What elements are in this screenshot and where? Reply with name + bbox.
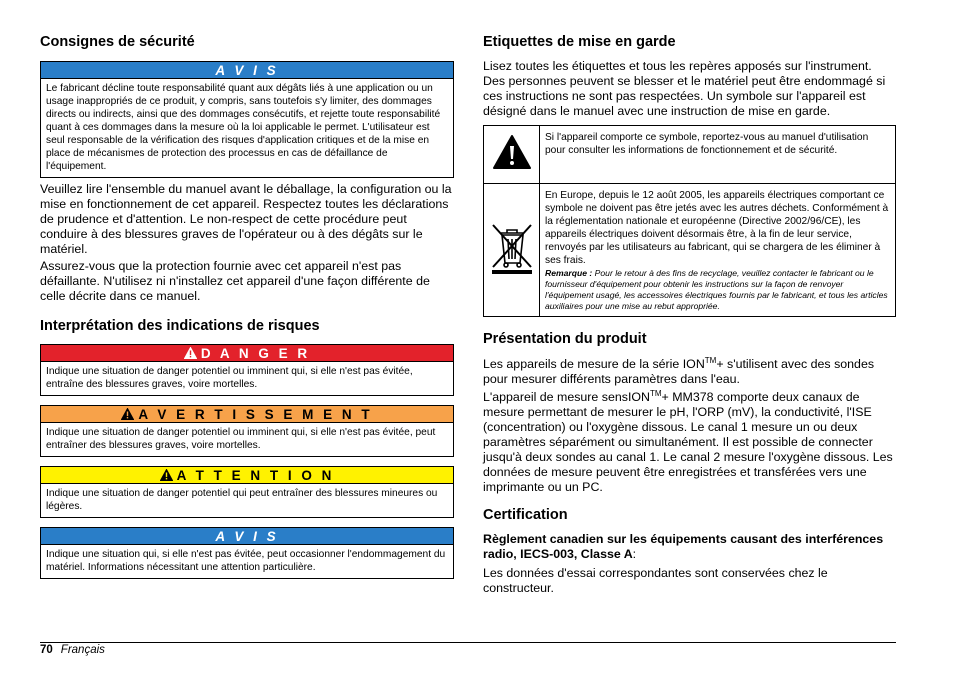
attention-text: Indique une situation de danger potentiel qui peut entraîner des blessures mineures ou légères.: [46, 488, 438, 512]
safety-paragraph-1: Veuillez lire l'ensemble du manuel avant le déballage, la configuration ou la mise en fonctionnement de cet appareil. Respectez toutes les déclarations de prudence et d'attention. Le non-respect de cette procédure peut conduire à des blessures graves de l'opérateur ou à des dégâts sur le matériel.: [40, 182, 452, 256]
danger-label: D A N G E R: [200, 346, 311, 361]
trademark-sup: TM: [649, 389, 662, 398]
product-p1-start: Les appareils de mesure de la série ION: [483, 357, 705, 371]
avis-notice-box: [40, 61, 454, 178]
table-row: [484, 126, 896, 184]
avertissement-text: Indique une situation de danger potentiel ou imminent qui, si elle n'est pas évitée, peut entraîner des blessures graves, voire mortelles.: [46, 427, 436, 451]
hazard-title: Interprétation des indications de risques: [40, 318, 320, 334]
danger-header: [41, 345, 453, 362]
labels-paragraph: Lisez toutes les étiquettes et tous les repères apposés sur l'instrument. Des personnes peuvent se blesser et le matériel peut être endommagé si ces instructions ne sont pas respectées. Un symbole sur l'appareil est désigné dans le manuel avec une instruction de mise en garde.: [483, 59, 886, 118]
certification-paragraph: Les données d'essai correspondantes sont conservées chez le constructeur.: [483, 566, 828, 595]
warning-triangle-icon: [160, 469, 173, 481]
crossed-out-wheelie-bin-icon: [489, 221, 535, 275]
footer: [40, 643, 105, 657]
symbols-table: [483, 125, 896, 317]
product-title: Présentation du produit: [483, 331, 647, 347]
attention-label: A T T E N T I O N: [176, 468, 335, 483]
remark-label: Remarque :: [545, 268, 593, 278]
avis-info-header: A V I S: [41, 528, 453, 545]
attention-header: [41, 467, 453, 484]
avis-info-text: Indique une situation qui, si elle n'est pas évitée, peut occasionner l'endommagement du matériel. Informations nécessitant une attention particulière.: [46, 549, 446, 573]
danger-box: [40, 344, 454, 396]
symbol-text: [540, 184, 896, 317]
product-p1-end: + s'utilisent avec des sondes pour mesurer différents paramètres dans l'eau.: [483, 357, 875, 386]
warning-triangle-icon: [121, 408, 134, 420]
remark-text: Pour le retour à des fins de recyclage, veuillez contacter le fabricant ou le fournisseur d'équipement pour obtenir les instructions sur la façon de renvoyer l'équipement usagé, les accessoires électriques fournis par le fabricant, et tous les articles auxiliaires pour une mise au rebut appropriée.: [545, 268, 888, 311]
avis-header: A V I S: [41, 62, 453, 79]
avertissement-label: A V E R T I S S E M E N T: [138, 407, 373, 422]
product-p2-start: L'appareil de mesure sensION: [483, 390, 650, 404]
weee-text: En Europe, depuis le 12 août 2005, les appareils électriques comportant ce symbole ne doivent pas être jetés avec les autres déchets. Conformément à la réglementation nationale et européenne (Directive 2002/96/CE), les appareils électriques doivent désormais être, à la fin de leur service, renvoyés par les utilisateurs au fabricant, qui se chargera de les éliminer à ses frais.: [545, 190, 889, 266]
table-row: [484, 184, 896, 317]
product-paragraph-1: [483, 357, 896, 387]
certification-title: Certification: [483, 507, 568, 523]
warning-triangle-icon: [492, 134, 532, 170]
warning-triangle-icon: [184, 347, 197, 359]
safety-paragraph-2: Assurez-vous que la protection fournie avec cet appareil n'est pas défaillante. N'utilisez ni n'installez cet appareil d'une façon différente de celle décrite dans ce manuel.: [40, 259, 430, 303]
labels-title: Etiquettes de mise en garde: [483, 34, 676, 50]
footer-language: Français: [60, 644, 105, 656]
safety-title: Consignes de sécurité: [40, 34, 195, 50]
symbol-text: Si l'appareil comporte ce symbole, reportez-vous au manuel d'utilisation pour consulter les informations de fonctionnement et de sécurité.: [540, 126, 896, 184]
certification-colon: :: [632, 547, 637, 561]
page-number: 70: [40, 644, 53, 656]
symbol-icon-cell: [484, 126, 540, 184]
avertissement-box: [40, 405, 454, 457]
attention-box: [40, 466, 454, 518]
avis-info-box: [40, 527, 454, 579]
symbol-icon-cell: [484, 184, 540, 317]
weee-remark: [545, 268, 890, 312]
certification-rule-bold: Règlement canadien sur les équipements causant des interférences radio, IECS-003, Classe A: [483, 532, 884, 561]
trademark-sup: TM: [704, 356, 717, 365]
footer-rule: [40, 642, 896, 643]
product-p2-end: + MM378 comporte deux canaux de mesure permettant de mesurer le pH, l'ORP (mV), la conductivité, l'ISE (concentration) ou l'oxygène dissous. Le canal 1 mesure un ou deux paramètres séparément ou simultanément. Il est possible de connecter jusqu'à deux sondes au canal 1. Le canal 2 mesure l'oxygène dissous. Les données de mesure peuvent être enregistrées et transférées vers une imprimante ou un PC.: [483, 390, 893, 494]
danger-text: Indique une situation de danger potentiel ou imminent qui, si elle n'est pas évitée, entraîne des blessures graves, voire mortelles.: [46, 366, 413, 390]
product-paragraph-2: [483, 390, 896, 495]
avis-text: Le fabricant décline toute responsabilité quant aux dégâts liés à une application ou un usage inappropriés de ce produit, y compris, sans toutefois s'y limiter, des dommages directs ou indirects, ainsi que des dommages consécutifs, et rejette toute responsabilité quant à ces dommages dans la mesure où la loi applicable le permet. L'utilisateur est seul responsable de la vérification des risques d'application critiques et de la mise en place de mécanismes de protection des processus en cas de défaillance de l'équipement.: [46, 83, 441, 172]
avertissement-header: [41, 406, 453, 423]
certification-rule: [483, 532, 896, 562]
